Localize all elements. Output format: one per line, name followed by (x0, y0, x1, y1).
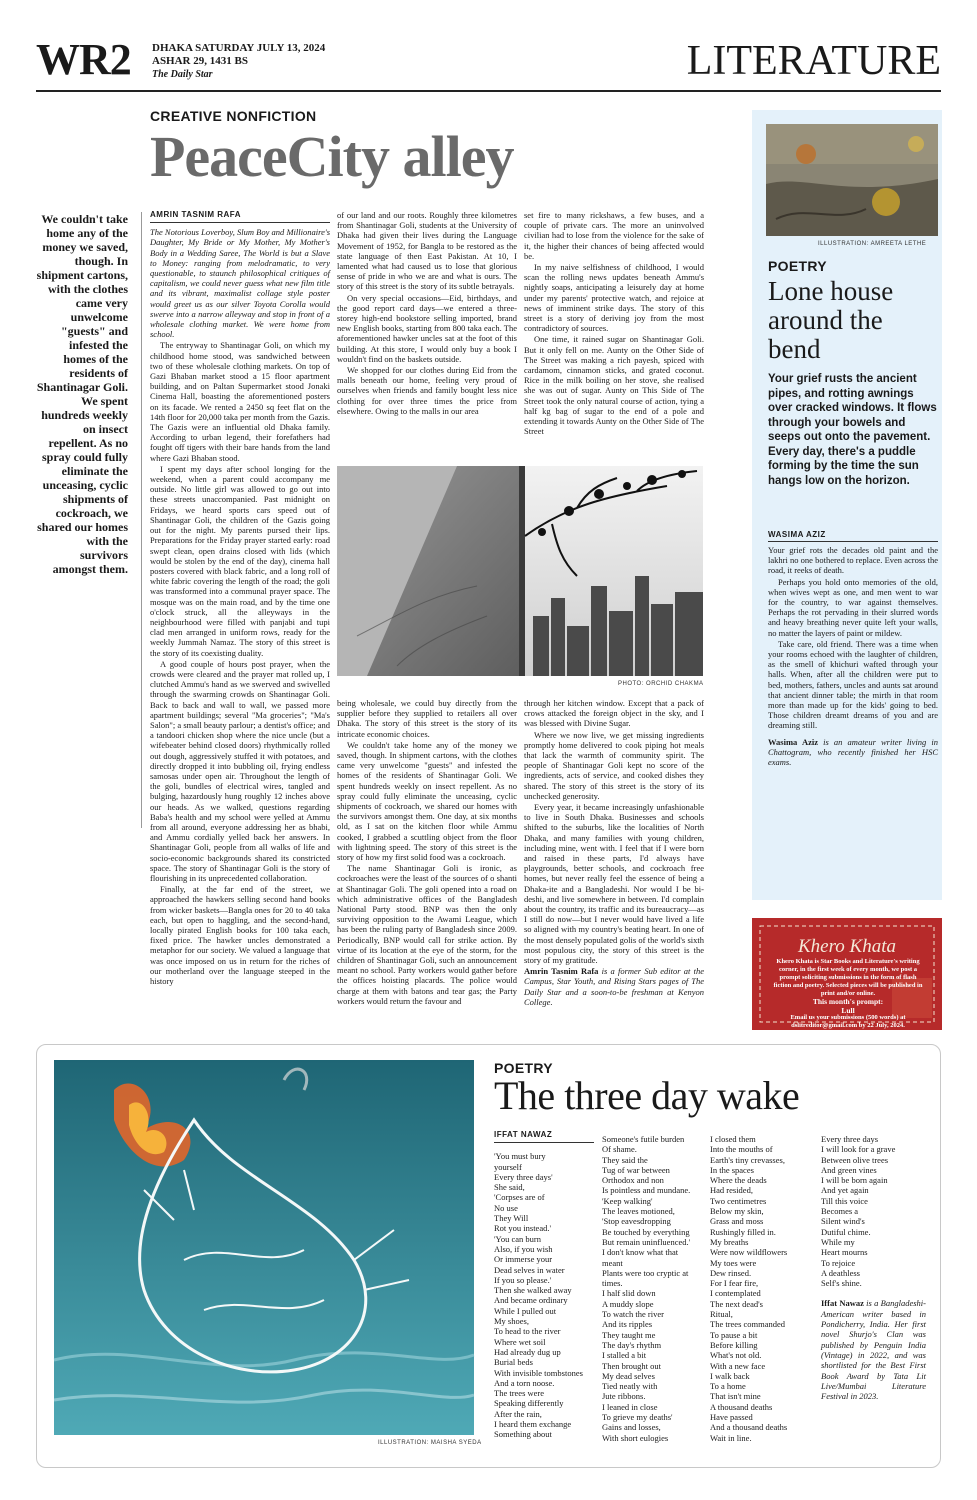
poem-line: Two centimetres (710, 1195, 767, 1206)
poem-line: Before killing (710, 1339, 758, 1350)
poem-line: No use (494, 1202, 518, 1213)
poem-line: If you so please.' (494, 1274, 552, 1285)
poem-line: While my (821, 1236, 855, 1247)
poem-line: For I fear fire, (710, 1278, 759, 1289)
article-column-2-bottom (337, 698, 517, 1006)
article-column-1 (150, 210, 330, 987)
wall-and-city-image (337, 466, 703, 676)
poem-line: I contemplated (710, 1288, 761, 1299)
poem-lines-4 (821, 1134, 926, 1288)
poem-line: Till this voice (821, 1195, 868, 1206)
poem-line: And its ripples (602, 1319, 653, 1330)
poem-line: Every three days' (494, 1171, 553, 1182)
poem-line: Dead selves in water (494, 1264, 565, 1275)
poem-line: Speaking differently (494, 1398, 564, 1409)
sidebar-author-bio: Wasima Aziz is an amateur writer living in Chattogram, who recently finished her HSC exams. (768, 736, 939, 768)
poem-line: Ritual, (710, 1309, 733, 1320)
poem-paragraph: Your grief rots the decades old paint and the lakhri no one bothered to replace. Even across the road, it reeks of death. (768, 545, 938, 576)
poem-paragraph: Perhaps you hold onto memories of the old, when wives wept as one, and men went to war for the country, to war against themselves. Perhaps the rot pervading in their slurred words and heavy breathing never quite left your walls, no matter the layers of paint or mildew. (768, 576, 938, 638)
article-paragraph: We shopped for our clothes during Eid from the malls beneath our home, feeling very proud of ourselves when friends and family bought less nice clothing for over three times the price from elsewhere. Owing to the malls in our area (337, 365, 517, 416)
poem-line: And a thousand deaths (710, 1422, 788, 1433)
bottom-illustration (54, 1060, 474, 1435)
article-paragraph: The name Shantinagar Goli is ironic, as cockroaches were the least of the sources of o shanti at Shantinagar Goli. The goli opened into a road on which administrative offices of the Bangladesh National Party stood. BNP was then the only surviving opposition to the Awami League, which has been the ruling party of Bangladesh since 2009. Periodically, BNP would call for strike action. By virtue of its location at the eye of the storm, for the children of Shantinagar Goli, such an announcement meant no school. Party workers would gather before the offices hoisting placards. The police would charge at them with batons and tear gas; the Party workers would return the favour and (337, 863, 517, 1006)
article-headline: PeaceCity alley (150, 124, 514, 189)
poem-line: My toes were (710, 1257, 757, 1268)
article-paragraph: The Notorious Loverboy, Slum Boy and Millionaire's Daughter, My Bride or My Mother, My Mother's Body in a Wedding Saree, The World is but a Slave to Money: ranging from melodramatic, to very questionable, to staunch philosophical critiques of capitalism, we could never guess what new film title and its vibrant, maximalist collage style poster would greet us as our silver Toyota Corolla would swerve into a narrow alleyway and stop in front of a wholesale clothing market. We were home from school. (150, 227, 330, 340)
poem-line: Every three days (821, 1134, 879, 1144)
khero-khata-description: Khero Khata is Star Books and Literature's writing corner, in the first week of every month, we post a prompt soliciting submissions in the form of flash fiction and poetry. Selected pieces will be published in print and/or online. (773, 958, 923, 997)
photo-credit: PHOTO: ORCHID CHAKMA (618, 681, 704, 687)
sidebar-byline: WASIMA AZIZ (768, 530, 938, 542)
author-bio: Amrin Tasnim Rafa is a former Sub editor at the Campus, Star Youth, and Rising Stars pages of The Daily Star and a soon-to-be freshman at Kenyon College. (524, 966, 705, 1007)
poem-line: Wait in line. (710, 1432, 752, 1443)
poem-line: Have passed (710, 1412, 753, 1423)
article-paragraph: through her kitchen window. Except that a pack of crows attacked the foreign object in the sky, and I was blessed with Divine Sugar. (524, 698, 704, 729)
poem-line: With a new face (710, 1360, 766, 1371)
poem-line: Gains and losses, (602, 1422, 661, 1433)
poem-line: Orthodox and non (602, 1175, 664, 1186)
poem-line: Becomes a (821, 1206, 859, 1217)
poem-line: Plants were too cryptic at (602, 1267, 689, 1278)
poem-line: I leaned in close (602, 1401, 658, 1412)
poem-line: Where the deads (710, 1175, 767, 1186)
date-line: DHAKA SATURDAY JULY 13, 2024 (152, 42, 326, 54)
article-column-3-top (524, 210, 704, 460)
article-paragraph: I spent my days after school longing for the weekend, when a parent could accompany me outside. No little girl was allowed to go out into these streets unaccompanied. Past midnight on Fridays, we heard sports cars speed out of Shantinagar Goli, the children of the Gazis going out for the night. My parents pursed their lips. Preparations for the Friday prayer started early: road swept clean, open drains closed with lids (which would be stolen by the end of the day), cinema hall posters covered with black fabric, and a long roll of white fabric covering the length of the road; the goli was transformed into a communal prayer space. The mosque was on the main road, and by the time one o'clock struck, all the alleyways in the neighbourhood were filled with panjabi and tupi clad men arranged in uniform rows, ready for the weekly Jummah Namaz. The story of this street is the story of its coexisting duality. (150, 463, 330, 658)
poem-line: Also, if you wish (494, 1243, 553, 1254)
poem-line: I will look for a grave (821, 1144, 896, 1155)
poem-line: Dew rinsed. (710, 1267, 752, 1278)
poem-line: My breaths (710, 1236, 749, 1247)
poem-line: But remain uninfluenced.' (602, 1236, 691, 1247)
poem-line: I will be born again (821, 1175, 888, 1186)
paper-name: The Daily Star (152, 69, 213, 80)
article-paragraph: The entryway to Shantinagar Goli, on which my childhood home stood, was sandwiched between two of these wholesale clothing markets. On top of Gazi Bhaban market stood a 15 floor apartment building, and on Paltan Supermarket stood Jonaki Cinema Hall, boasting the aforementioned posters on its facade. We rented a 2450 sq feet flat on the 14th floor for 20,000 taka per month from the Gazis. The Gazis were an influential old Dhaka family. According to urban legend, their forefathers had fought off tigers with their bare hands from the land where Gazi Bhaban stood. (150, 340, 330, 463)
poem-line: Or immerse your (494, 1254, 553, 1265)
sidebar-illustration-credit: ILLUSTRATION: AMREETA LETHE (818, 241, 927, 247)
poem-line: 'You must bury (494, 1151, 546, 1162)
article-column-3-bottom (524, 698, 705, 1007)
poem-line: Were now wildflowers (710, 1247, 788, 1258)
poem-line: And a torn noose. (494, 1377, 555, 1388)
article-paragraph: One time, it rained sugar on Shantinagar Goli. But it only fell on me. Aunty on the Other Side of The Street was making a rich payesh, spiced with cardamom, cinnamon sticks, and grated coconut. Rice in the milk boiling on her stove, she realised she was out of sugar. Aunty on This Side of The Street took the only natural course of action, tying a half kg bag of sugar to the end of a pole and extending it towards Aunty on the Other Side of The Street (524, 334, 704, 437)
sidebar-poem-body (768, 545, 938, 845)
poem-line: Into the mouths of (710, 1144, 773, 1155)
poem-line: Burial beds (494, 1357, 533, 1368)
poem-line: Heart mourns (821, 1247, 868, 1258)
bottom-illustration-credit: ILLUSTRATION: MAISHA SYEDA (378, 1440, 482, 1446)
poem-line: My shoes, (494, 1316, 529, 1327)
pull-quote: We couldn't take home any of the money we saved, though. In shipment cartons, with the clothes came very unwelcome "guests" and infested the homes of the residents of Shantinagar Goli. We spent hundreds weekly on insect repellent. As no spray could fully eliminate the unceasing, cyclic shipments of cockroach, we shared our homes with the survivors amongst them. (36, 212, 128, 576)
poem-line: The next dead's (710, 1298, 763, 1309)
article-paragraph: Where we now live, we get missing ingredients promptly home delivered to cook piping hot meals that lack the warmth of community spirit. The people of Shantinagar Goli kept no score of the ingredients, acts of service, and cooked dishes they shared. The story of this street is the story of its unchecked generosity. (524, 729, 704, 801)
poem-line: times. (602, 1278, 623, 1289)
poem-line: Then she walked away (494, 1285, 572, 1296)
article-paragraph: A good couple of hours post prayer, when the crowds were cleared and the prayer mat rolled up, I clutched Ammu's hand as we swerved and swivelled through the swarming crowds on Shantinagar Goli. Back to back and wall to wall, we passed more apartment buildings; several "Ma groceries"; "Ma's Salon"; a small beauty parlour; a dentist's office; and a tandoori chicken shop where the nice uncle (but a wifebeater behind closed doors) rhythmically rolled out dough, aggressively stuffed it with potatoes, and directly dropped it into bubbling oil, frying endless samosas under open air. Throughout the length of the goli, bundles of electrical wires, tangled and bulging, hazardously hung roughly 12 inches above our heads. As we walked, questions regarding Baba's health and my school were yelled at Ammu from all around, everyone addressing her as bhabi, and Ammu cordially yelled back her answers. In Shantinagar Goli, people from all walks of life and socio-economic backgrounds shared its constricted space. The story of Shantinagar Goli is the story of flourishing in its unprecedented collaboration. (150, 658, 330, 883)
poem-line: With invisible tombstones (494, 1367, 583, 1378)
rust-texture-image (766, 124, 938, 236)
bottom-author-bio: Iffat Nawaz is a Bangladeshi-American writer based in Pondicherry, India. Her first novel Shurjo's Clan was published by Penguin India (Vintage) in 2022, and was shortlisted for the Best First Book Award by Tata Lit Live/Mumbai Literature Festival in 2023. (821, 1298, 926, 1402)
bottom-kicker: POETRY (494, 1060, 553, 1076)
poem-line: They said the (602, 1154, 648, 1165)
poem-line: I don't know what that (602, 1247, 679, 1258)
bangla-date: ASHAR 29, 1431 BS (152, 55, 248, 67)
section-title: LITERATURE (686, 38, 941, 84)
poem-line: Below my skin, (710, 1206, 764, 1217)
poem-line: 'Corpses are of (494, 1192, 545, 1203)
poem-line: They Will (494, 1213, 529, 1224)
poem-line: To rejoice (821, 1257, 856, 1268)
poem-line: Silent wind's (821, 1216, 865, 1227)
khero-khata-email: Email us your submissions (500 words) at dslitreditor@gmail.com by 22 July, 2024. (790, 1014, 906, 1029)
bottom-byline: IFFAT NAWAZ (494, 1130, 594, 1143)
khero-khata-prompt: This month's prompt: Lull (812, 997, 884, 1015)
poem-line: I closed them (710, 1134, 756, 1144)
poem-line: In the spaces (710, 1164, 754, 1175)
poem-line: Earth's tiny crevasses, (710, 1154, 785, 1165)
poem-line: They taught me (602, 1329, 656, 1340)
poem-line: Jute ribbons. (602, 1391, 646, 1402)
poem-line: I walk back (710, 1370, 750, 1381)
poem-line: Had already dug up (494, 1346, 561, 1357)
poem-line: yourself (494, 1161, 522, 1172)
poem-line: Then brought out (602, 1360, 662, 1371)
poem-line: While I pulled out (494, 1305, 557, 1316)
poem-line: I heard them exchange (494, 1419, 572, 1430)
poem-line: I half slid down (602, 1288, 656, 1299)
article-paragraph: Finally, at the far end of the street, we approached the hawkers selling second hand books from wicker baskets—Bangla ones for 20 to 40 taka each, but open to haggling, and the second-hand, locally pirated English books for 100 taka each, fixed price. The hawker uncles demonstrated a metaphor for our society. We valued a language that was once imposed on us in return for the riches of our motherland over the language steeped in the history (150, 884, 330, 987)
poem-paragraph: Take care, old friend. There was a time when your rooms echoed with the laughter of children, as the smell of khichuri wafted through your halls. When, after all the children were put to bed, mothers, fathers, uncles and aunts sat around that ancient dinner table; the mirth in that room more than made up for the kids' going to bed. Those children dreamt dreams of you and are dreaming still. (768, 638, 938, 731)
article-paragraph: of our land and our roots. Roughly three kilometres from Shantinagar Goli, students at the University of Dhaka had given their lives during the Language Movement of 1952, for Bangla to be restored as the state language of then East Pakistan. At 10, I lamented what had caused us to lose that glorious sense of pride in who we are and what is ours. The story of this street is the story of its subtle betrayals. (337, 210, 517, 292)
bottom-poem-title: The three day wake (494, 1073, 800, 1118)
poem-line: And green vines (821, 1164, 877, 1175)
article-paragraph: set fire to many rickshaws, a few buses, and a couple of private cars. The more an uninvolved civilian had to lose from the violence for the sake of it, the higher their chances of being affected would be. (524, 210, 704, 261)
poem-line: Rushingly filled in. (710, 1226, 776, 1237)
poem-line: To pause a bit (710, 1329, 758, 1340)
article-paragraph: Every year, it became increasingly unfashionable to live in South Dhaka. Businesses and schools shifted to the suburbs, like the localities of North Dhaka, and many families with young children, including mine, went with. I feel that if I were born and raised in these parts, I'd always have playgrounds, better schools, and cockroach free homes, but never really feel the essence of being a Dhaka-ite and a Bangladeshi. Nor would I be bi-deshi, and live somewhere in between. I'd complain about the country, its traffic and its bureaucracy—as I still do now—but I never would have lived a life so aligned with my country's beating heart. In one of the most densely populated golis of the world's sixth most populous city, the story of this street is the story of my gratitude. (524, 802, 704, 966)
poem-line: Between olive trees (821, 1154, 889, 1165)
water-fire-illustration (54, 1060, 474, 1435)
poem-line: A muddy slope (602, 1298, 654, 1309)
poem-line: Dutiful chime. (821, 1226, 871, 1237)
masthead-meta (152, 42, 325, 81)
poem-line: To watch the river (602, 1309, 664, 1320)
article-paragraph: We couldn't take home any of the money we saved, though. In shipment cartons, with the clothes came very unwelcome "guests" and infested the homes of the residents of Shantinagar Goli. We spent hundreds weekly on insect repellent. As no spray could fully eliminate the unceasing, cyclic shipments of cockroach, we shared our homes with the survivors amongst them. One day, at six months old, as I sat on the kitchen floor while Ammu cooked, I grabbed a scuttling object from the floor with lightning speed. The story of this street is the story of how my first solid food was a cockroach. (337, 739, 517, 863)
poem-column-1 (494, 1130, 594, 1440)
sidebar-illustration (766, 124, 938, 236)
article-paragraph: being wholesale, we could buy directly from the supplier before they supplied to retailers all over Dhaka. The story of this street is the story of its intricate economic choices. (337, 698, 517, 739)
poem-line: And became ordinary (494, 1295, 568, 1306)
sidebar-poem-lede: Your grief rusts the ancient pipes, and rotting awnings over cracked windows. It flows through your bowels and seeps out onto the pavement. Every day, there's a puddle forming by the time the sun hangs low on the horizon. (768, 373, 937, 487)
column-rule (141, 212, 142, 828)
poem-line: My dead selves (602, 1370, 655, 1381)
poem-line: Tied neatly with (602, 1381, 658, 1392)
poem-line: 'Keep walking' (602, 1195, 653, 1206)
article-paragraph: On very special occasions—Eid, birthdays, and the good report card days—we entered a three-storey high-end bookstore selling imported, brand new English books, starting from 800 taka each. The aforementioned hawker uncles sat at the foot of this building. At this store, I would only buy a book I wouldn't find on the baskets outside. (337, 292, 517, 364)
poem-line: 'Stop eavesdropping (602, 1216, 671, 1227)
poem-line: To head to the river (494, 1326, 561, 1337)
poem-line: Rot you instead.' (494, 1223, 552, 1234)
poem-line: What's not old. (710, 1350, 762, 1361)
poem-column-2 (602, 1134, 702, 1443)
poem-column-4 (821, 1134, 926, 1401)
poem-line: The trees were (494, 1388, 545, 1399)
poem-line: A thousand deaths (710, 1401, 773, 1412)
poem-line: To a home (710, 1381, 746, 1392)
poem-line: That isn't mine (710, 1391, 761, 1402)
poem-line: She said, (494, 1182, 525, 1193)
poem-line: Had resided, (710, 1185, 753, 1196)
article-column-2-top (337, 210, 517, 460)
poem-line: Be touched by everything (602, 1226, 690, 1237)
poem-line: To grieve my deaths' (602, 1412, 673, 1423)
poem-line: The leaves motioned, (602, 1206, 675, 1217)
poem-line: Self's shine. (821, 1278, 862, 1289)
khero-khata-title: Khero Khata (798, 936, 896, 957)
poem-line: Where wet soil (494, 1336, 546, 1347)
poem-line: The trees commanded (710, 1319, 786, 1330)
poem-line: Tug of war between (602, 1164, 670, 1175)
article-paragraph: In my naive selfishness of childhood, I would scan the rolling news updates beneath Ammu's nightly soaps, anticipating a leisurely day at home under my parents' protective watch, and rejoice at news of imminent strike days. The story of this street is a story of deriving joy from the most contradictory of sources. (524, 262, 704, 334)
poem-line: I stalled a bit (602, 1350, 647, 1361)
poem-line: A deathless (821, 1267, 860, 1278)
poem-line: meant (602, 1257, 623, 1268)
article-kicker: CREATIVE NONFICTION (150, 108, 317, 124)
sidebar-poem-title: Lone house around the bend (768, 276, 894, 364)
poem-line: 'You can burn (494, 1233, 541, 1244)
page-number: WR2 (36, 35, 131, 84)
article-byline: AMRIN TASNIM RAFA (150, 210, 330, 223)
poem-line: Something about (494, 1429, 552, 1440)
poem-line: Someone's futile burden (602, 1134, 685, 1144)
poem-line: Of shame. (602, 1144, 637, 1155)
poem-column-3 (710, 1134, 810, 1443)
poem-lines-1 (494, 1151, 594, 1439)
sidebar-kicker: POETRY (768, 258, 827, 274)
poem-line: Grass and moss (710, 1216, 764, 1227)
masthead-rule (36, 90, 941, 92)
poem-line: After the rain, (494, 1408, 542, 1419)
poem-line: And yet again (821, 1185, 869, 1196)
poem-line: The day's rhythm (602, 1339, 662, 1350)
poem-line: Is pointless and mundane. (602, 1185, 691, 1196)
poem-line: With short eulogies (602, 1432, 669, 1443)
article-photo (337, 466, 703, 676)
